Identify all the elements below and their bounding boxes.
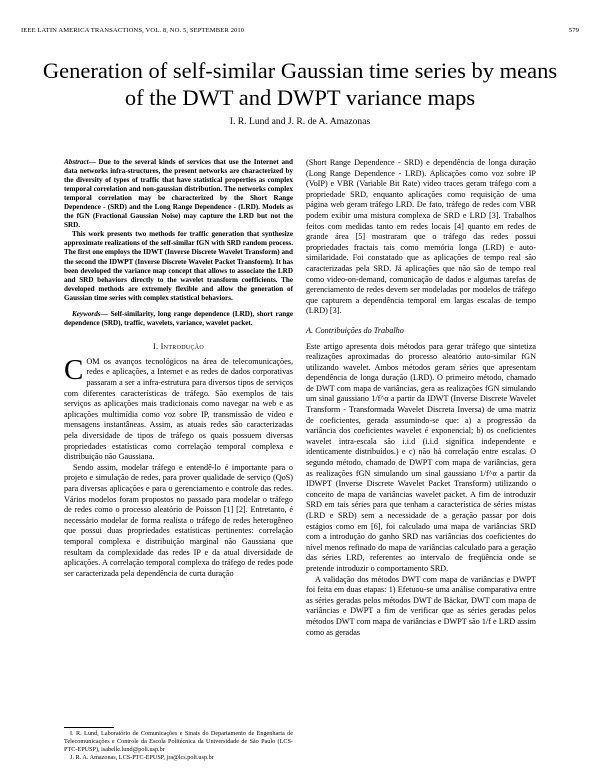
abstract <box>64 158 293 328</box>
keywords-lead: Keywords <box>72 309 101 318</box>
introduction-body <box>64 353 293 579</box>
right-paragraph-1: (Short Range Dependence - SRD) e dependência de longa duração (Long Range Dependence - LRD). Aplicações como voz sobre IP (VoIP) e VBR (Variable Bit Rate) video traces geram tráfego com a propriedade SRD, enquanto aplicações como requisição de uma página web geram tráfego LRD. De fato, tráfego de redes com VBR podem exibir uma mistura complexa de SRD e LRD [3]. Trabalhos feitos com medidas tanto em redes locais [4] quanto em redes de grande área [5] mostraram que o tráfego das redes possui propriedades fractais tais como memória longa (LRD) e auto-similaridade. Foi constatado que as aplicações de tempo real são caracterizadas pela SRD. Já aplicações que não são de tempo real como video-on-demand, comunicação de dados e algumas tarefas de gerenciamento de redes devem ser modeladas por modelos de tráfego que capturem a dependência temporal em largas escalas de tempo (LRD) [3]. <box>306 158 536 316</box>
right-body <box>306 158 536 638</box>
footnote-rule <box>64 727 114 728</box>
journal-header: IEEE LATIN AMERICA TRANSACTIONS, VOL. 8, NO. 5, SEPTEMBER 2010 <box>21 27 245 34</box>
page-number: 579 <box>568 27 579 34</box>
keywords: Keywords— Self-similarity, long range dependence (LRD), short range dependence (SRD), traffic, wavelets, variance, wavelet packet. <box>64 309 293 327</box>
abstract-paragraph-2: This work presents two methods for traffic generation that synthesize approximate realizations of the self-similar fGN with SRD random process. The first one employs the IDWT (Inverse Discrete Wavelet Transform) and the second the IDWPT (Inverse Discrete Wavelet Packet Transform). It has been developed the variance map concept that allows to associate the LRD and SRD behaviors directly to the wavelet transform coefficients. The developed methods are extremely flexible and allow the generation of Gaussian time series with complex statistical behaviors. <box>64 230 293 302</box>
footnote-1: I. R. Lund, Laboratório de Comunicações e Sinais do Departamento de Engenharia de Telecomunicações e Controle da Escola Politécnica da Universidade de São Paulo (LCS-PTC-EPUSP), isabelle.lund@poli.usp.br <box>64 730 293 753</box>
drop-cap: C <box>64 353 84 386</box>
running-header <box>21 27 579 39</box>
section-heading-introduction: I. Introdução <box>152 341 205 351</box>
abstract-paragraph-1: Abstract— Due to the several kinds of services that use the Internet and data networks infra-structures, the present networks are characterized by the diversity of types of traffic that have statistical properties as complex temporal correlation and non-gaussian distribution. The networks complex temporal correlation may be characterized by the Short Range Dependence - (SRD) and the Long Range Dependence - (LRD). Models as the fGN (Fractional Gaussian Noise) may capture the LRD but not the SRD. <box>64 158 293 230</box>
footnotes <box>64 730 293 762</box>
paper-title: Generation of self-similar Gaussian time series by means of the DWT and DWPT variance maps <box>42 58 558 110</box>
right-column <box>306 158 536 638</box>
right-paragraph-2: Este artigo apresenta dois métodos para gerar tráfego que sintetiza realizações aproximadas do processo aleatório auto-similar fGN utilizando wavelet. Ambos métodos geram séries que apresentam dependência de longa duração (LRD). O primeiro método, chamado de DWT com mapa de variâncias, gera as realizações fGN simulando um sinal gaussiano 1/f^α a partir da IDWT (Inverse Discrete Wavelet Transform - Transformada Wavelet Discreta Inversa) de uma matriz de coeficientes, gerada assumindo-se que: a) a progressão da variância dos coeficientes wavelet é exponencial; b) os coeficientes wavelet intra-escala são i.i.d (i.i.d significa independente e identicamente distribuídos.) e c) não há correlação entre escalas. O segundo método, chamado de DWPT com mapa de variâncias, gera as realizações fGN simulando um sinal gaussiano 1/f^α a partir da IDWPT (Inverse Discrete Wavelet Packet Transform) utilizando o conceito de mapa de variâncias wavelet packet. A fim de introduzir SRD em tais séries para que tenham a característica de séries mistas (LRD e SRD) sem a necessidade de a geração passar por dois estágios como em [6], foi calculado uma mapa de variâncias SRD com a introdução do ganho SRD nas variâncias dos coeficientes do nível menos refinado do mapa de variâncias calculado para a geração das séries LRD, referentes ao intervalo de freqüência onde se pretende introduzir o comportamento SRD. <box>306 341 536 573</box>
right-paragraph-3: A validação dos métodos DWT com mapa de variâncias e DWPT foi feita em duas etapas: 1) Efetuou-se uma análise comparativa entre as séries geradas pelos métodos DWT de Bäckar, DWT com mapa de variâncias e DWPT a fim de verificar que as séries geradas pelos métodos DWT com mapa de variâncias e DWPT são 1/f e LRD assim como as geradas <box>306 574 536 637</box>
paper-authors: I. R. Lund and J. R. de A. Amazonas <box>229 116 371 127</box>
abstract-lead: Abstract <box>64 158 89 166</box>
intro-paragraph-1: COM os avanços tecnológicos na área de telecomunicações, redes e aplicações, a Internet e as redes de dados corporativas passaram a ser a infra-estrutura para diversos tipos de serviços com diferentes características de tráfego. São exemplos de tais serviços as aplicações mais tradicionais como navegar na web e as aplicações multimídia como voz sobre IP, transmissão de vídeo e mensagens instantâneas. Assim, as atuais redes são caracterizadas pela diversidade de tipos de tráfego os quais possuem diversas propriedades estatísticas como correlação temporal complexa e distribuição não Gaussiana. <box>64 353 293 462</box>
subsection-heading-contributions: A. Contribuições do Trabalho <box>306 325 404 335</box>
left-column <box>64 158 293 579</box>
footnote-2: J. R. A. Amazonas, LCS-PTC-EPUSP, jra@lcs.poli.usp.br <box>70 753 214 761</box>
intro-paragraph-2: Sendo assim, modelar tráfego e entendê-lo é importante para o projeto e simulação de redes, para prover qualidade de serviço (QoS) para diversas aplicações e para o gerenciamento e controle das redes. Vários modelos foram propostos no passado para modelar o tráfego de redes como o processo aleatório de Poisson [1] [2]. Entretanto, é necessário modelar de forma realista o tráfego de redes heterogêneo que possui duas propriedades estatísticas pertinentes: correlação temporal complexa e distribuição marginal não Gaussiana que resultam da complexidade das redes IP e da atual diversidade de aplicações. A correlação temporal complexa do tráfego de redes pode ser caracterizada pela dependência de curta duração <box>64 462 293 578</box>
